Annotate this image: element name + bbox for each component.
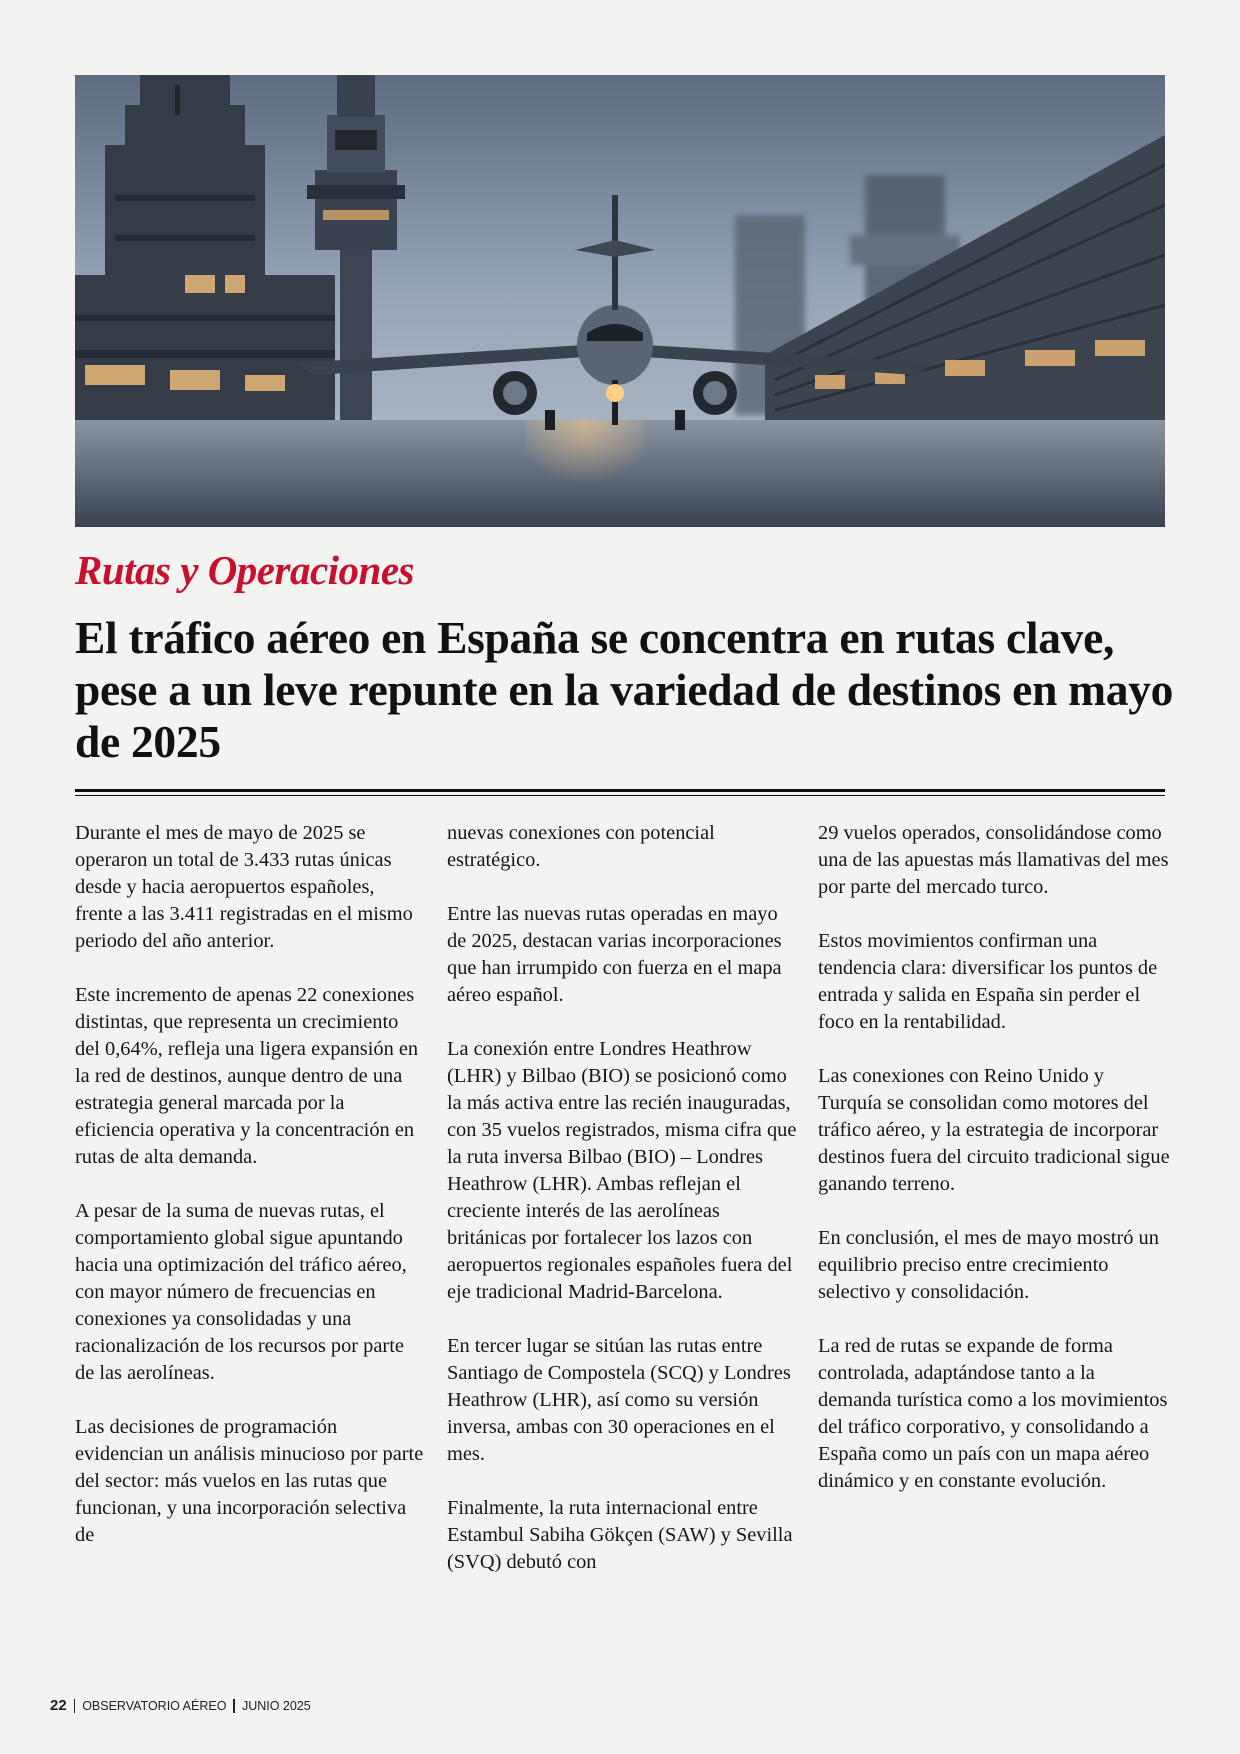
issue-date: JUNIO 2025: [241, 1698, 311, 1713]
article-column-2: [447, 820, 799, 1603]
airport-runway-illustration: [75, 75, 1165, 527]
paragraph: En tercer lugar se sitúan las rutas entre Santiago de Compostela (SCQ) y Londres Heathrow (LHR), así como su versión inversa, ambas con 30 operaciones en el mes.: [447, 1335, 791, 1465]
paragraph: Estos movimientos confirman una tendencia clara: diversificar los puntos de entrada y salida en España sin perder el foco en la rentabilidad.: [818, 930, 1158, 1033]
article-column-1: [75, 820, 427, 1576]
paragraph: A pesar de la suma de nuevas rutas, el comportamiento global sigue apuntando hacia una optimización del tráfico aéreo, con mayor número de frecuencias en conexiones ya consolidadas y una racionalización de los recursos por parte de las aerolíneas.: [75, 1200, 407, 1384]
paragraph: Entre las nuevas rutas operadas en mayo de 2025, destacan varias incorporaciones que han irrumpido con fuerza en el mapa aéreo español.: [447, 903, 782, 1006]
paragraph: Las decisiones de programación evidencian un análisis minucioso por parte del sector: más vuelos en las rutas que funcionan, y una incorporación selectiva de: [75, 1416, 424, 1546]
headline-divider-thin: [75, 795, 1165, 796]
paragraph: Este incremento de apenas 22 conexiones distintas, que representa un crecimiento del 0,64%, refleja una ligera expansión en la red de destinos, aunque dentro de una estrategia general marcada por la eficiencia operativa y la concentración en rutas de alta demanda.: [75, 984, 419, 1168]
section-label: Rutas y Operaciones: [75, 547, 414, 593]
footer-separator: [233, 1699, 235, 1713]
paragraph: La conexión entre Londres Heathrow (LHR) y Bilbao (BIO) se posicionó como la más activa entre las recién inauguradas, con 35 vuelos registrados, misma cifra que la ruta inversa Bilbao (BIO) – Londres Heathrow (LHR). Ambas reflejan el creciente interés de las aerolíneas británicas por fortalecer los lazos con aeropuertos regionales españoles fuera del eje tradicional Madrid-Barcelona.: [447, 1038, 797, 1303]
paragraph: 29 vuelos operados, consolidándose como una de las apuestas más llamativas del mes por parte del mercado turco.: [818, 822, 1169, 898]
page-footer: [50, 1697, 311, 1714]
page-number: 22: [50, 1697, 67, 1714]
article-headline: El tráfico aéreo en España se concentra en rutas clave, pese a un leve repunte en la variedad de destinos en mayo de 2025: [75, 612, 1174, 767]
article-column-3: [818, 820, 1170, 1522]
paragraph: nuevas conexiones con potencial estratégico.: [447, 822, 715, 871]
headline-divider: [75, 789, 1165, 792]
paragraph: Finalmente, la ruta internacional entre Estambul Sabiha Gökçen (SAW) y Sevilla (SVQ) debutó con: [447, 1497, 793, 1573]
paragraph: La red de rutas se expande de forma controlada, adaptándose tanto a la demanda turística como a los movimientos del tráfico corporativo, y consolidando a España como un país con un mapa aéreo dinámico y en constante evolución.: [818, 1335, 1168, 1492]
paragraph: Las conexiones con Reino Unido y Turquía se consolidan como motores del tráfico aéreo, y la estrategia de incorporar destinos fuera del circuito tradicional sigue ganando terreno.: [818, 1065, 1170, 1195]
footer-separator: [74, 1699, 76, 1713]
hero-image: [75, 75, 1165, 527]
paragraph: Durante el mes de mayo de 2025 se operaron un total de 3.433 rutas únicas desde y hacia aeropuertos españoles, frente a las 3.411 registradas en el mismo periodo del año anterior.: [75, 822, 413, 952]
publication-name: OBSERVATORIO AÉREO: [82, 1698, 227, 1713]
paragraph: En conclusión, el mes de mayo mostró un equilibrio preciso entre crecimiento selectivo y consolidación.: [818, 1227, 1159, 1303]
